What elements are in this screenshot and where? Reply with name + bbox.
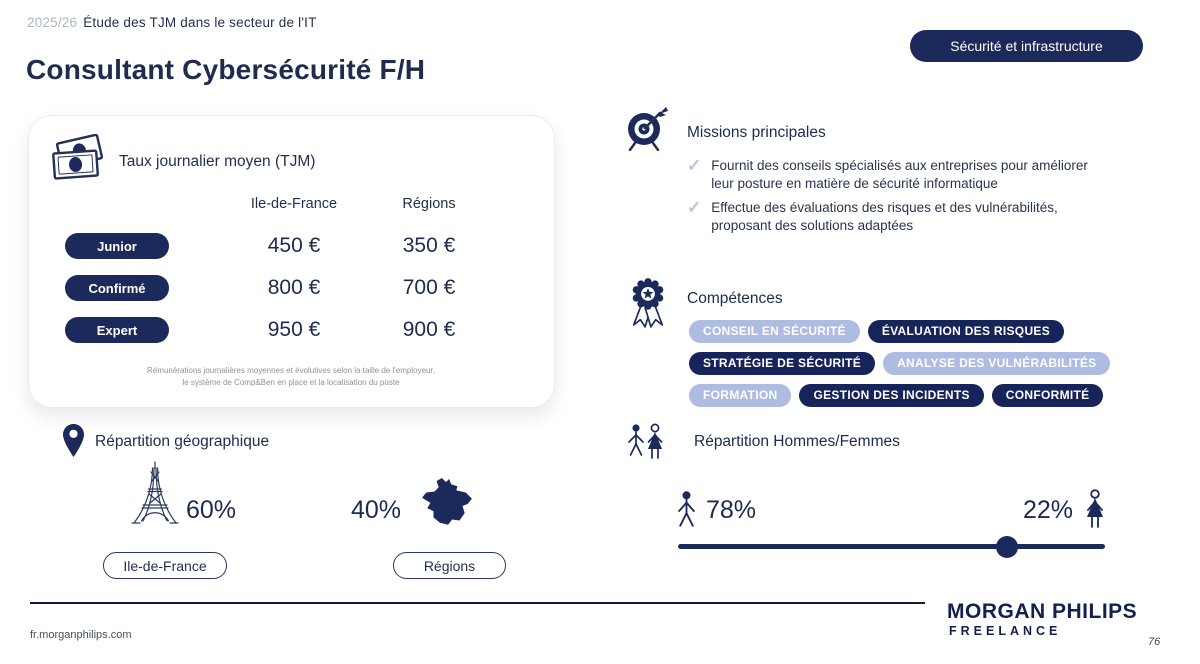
competence-tag: CONSEIL EN SÉCURITÉ bbox=[689, 320, 860, 343]
rate-expert-idf: 950 € bbox=[267, 318, 321, 341]
regions-pill bbox=[393, 552, 506, 579]
level-badge-confirme bbox=[65, 275, 169, 301]
footnote-line1: Rémunérations journalières moyennes et évolutives selon la taille de l'employeur, bbox=[147, 366, 435, 375]
level-label: Confirmé bbox=[88, 280, 146, 296]
page-number: 76 bbox=[1148, 636, 1161, 648]
target-icon bbox=[622, 105, 670, 151]
check-icon: ✓ bbox=[687, 198, 702, 217]
brand-logo: MORGAN PHILIPS bbox=[947, 600, 1138, 623]
level-badge-junior bbox=[65, 233, 169, 259]
competence-tags bbox=[689, 320, 1123, 407]
level-label: Expert bbox=[96, 322, 138, 338]
man-icon bbox=[676, 490, 697, 530]
column-header-idf: Ile-de-France bbox=[250, 196, 338, 212]
competence-tag: ÉVALUATION DES RISQUES bbox=[868, 320, 1064, 343]
level-label: Junior bbox=[97, 238, 137, 254]
france-map-icon bbox=[420, 476, 474, 536]
geography-title: Répartition géographique bbox=[95, 433, 270, 450]
competence-tag: FORMATION bbox=[689, 384, 791, 407]
tjm-card-title: Taux journalier moyen (TJM) bbox=[119, 153, 316, 170]
rate-confirme-regions: 700 € bbox=[402, 276, 456, 299]
man-woman-icon bbox=[626, 423, 668, 463]
map-pin-icon bbox=[61, 423, 86, 458]
category-label: Sécurité et infrastructure bbox=[950, 38, 1103, 54]
category-badge[interactable] bbox=[910, 30, 1143, 62]
mission-text: Fournit des conseils spécialisés aux entreprises pour améliorer leur posture en matière de sécurité informatique bbox=[711, 158, 1088, 191]
woman-icon bbox=[1082, 488, 1108, 532]
gender-slider-handle bbox=[996, 536, 1018, 558]
idf-pill bbox=[103, 552, 227, 579]
mission-text: Effectue des évaluations des risques et des vulnérabilités, proposant des solutions adaptées bbox=[711, 200, 1058, 233]
competences-title: Compétences bbox=[687, 290, 783, 307]
competence-tag: STRATÉGIE DE SÉCURITÉ bbox=[689, 352, 875, 375]
missions-title: Missions principales bbox=[687, 124, 826, 141]
rate-junior-idf: 450 € bbox=[267, 234, 321, 257]
rate-junior-regions: 350 € bbox=[402, 234, 456, 257]
page-title: Consultant Cybersécurité F/H bbox=[26, 54, 426, 85]
competence-tag: GESTION DES INCIDENTS bbox=[799, 384, 983, 407]
men-percent: 78% bbox=[706, 496, 757, 524]
competence-tag: CONFORMITÉ bbox=[992, 384, 1104, 407]
idf-percent: 60% bbox=[186, 496, 237, 524]
brand-sublogo: FREELANCE bbox=[949, 624, 1062, 638]
idf-label: Ile-de-France bbox=[123, 557, 207, 574]
edition-year: 2025/26 bbox=[27, 15, 78, 30]
study-title: Étude des TJM dans le secteur de l'IT bbox=[83, 15, 317, 30]
regions-label: Régions bbox=[423, 557, 476, 574]
footer-divider bbox=[30, 602, 925, 604]
eiffel-tower-icon bbox=[127, 459, 183, 531]
website-link[interactable]: fr.morganphilips.com bbox=[30, 629, 132, 641]
competence-tag: ANALYSE DES VULNÉRABILITÉS bbox=[883, 352, 1110, 375]
gender-title: Répartition Hommes/Femmes bbox=[694, 433, 900, 450]
tjm-footnote bbox=[81, 365, 501, 390]
mission-item bbox=[687, 157, 1099, 193]
check-icon: ✓ bbox=[687, 156, 702, 175]
regions-percent: 40% bbox=[351, 496, 402, 524]
breadcrumb bbox=[27, 15, 317, 30]
rate-confirme-idf: 800 € bbox=[267, 276, 321, 299]
tjm-card bbox=[28, 115, 555, 408]
women-percent: 22% bbox=[1023, 496, 1074, 524]
money-icon bbox=[49, 134, 105, 182]
footnote-line2: le système de Comp&Ben en place et la localisation du poste bbox=[182, 378, 400, 388]
column-header-regions: Régions bbox=[402, 196, 456, 212]
level-badge-expert bbox=[65, 317, 169, 343]
award-ribbon-icon bbox=[626, 276, 670, 330]
rate-expert-regions: 900 € bbox=[402, 318, 456, 341]
gender-slider-track bbox=[678, 544, 1105, 549]
mission-item bbox=[687, 199, 1099, 235]
